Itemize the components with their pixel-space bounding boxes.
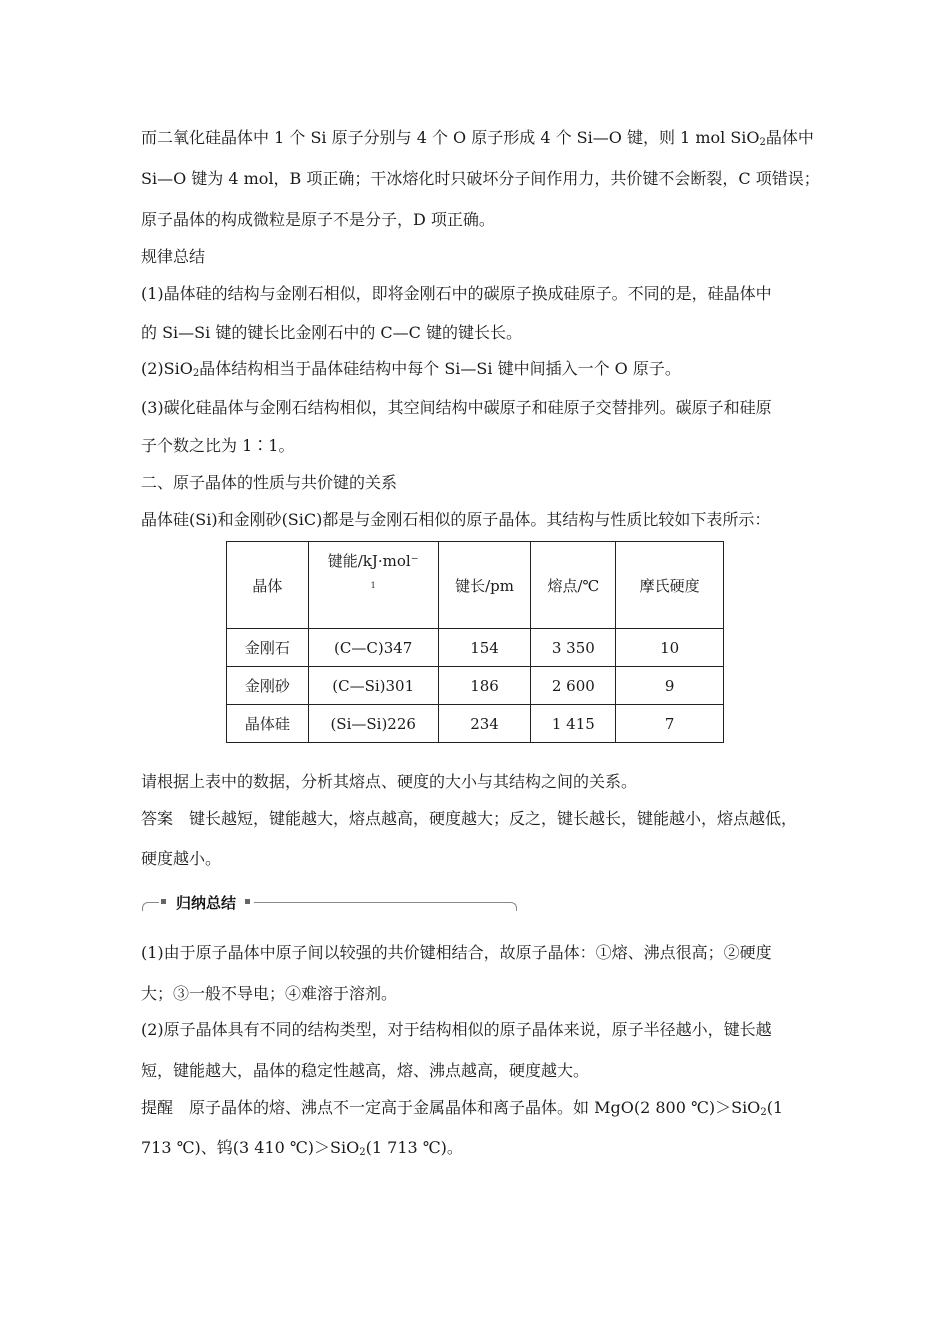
table-header-cell: 晶体 — [227, 542, 309, 629]
section-heading: 二、原子晶体的性质与共价键的关系 — [141, 473, 398, 492]
paragraph-line: 的 Si—Si 键的键长比金刚石中的 C—C 键的键长长。 — [141, 323, 522, 342]
table-cell: 10 — [616, 629, 724, 667]
summary-banner — [142, 893, 520, 913]
table-cell: 186 — [438, 667, 531, 705]
table-header-cell: 键长/pm — [438, 542, 531, 629]
table-header-cell: 摩氏硬度 — [616, 542, 724, 629]
banner-left-bracket — [142, 902, 159, 911]
paragraph-line: 子个数之比为 1∶1。 — [141, 436, 295, 455]
table-header-row — [227, 542, 724, 629]
table-cell: 1 415 — [531, 705, 616, 743]
paragraph-line: (1)晶体硅的结构与金刚石相似，即将金刚石中的碳原子换成硅原子。不同的是，硅晶体中 — [141, 284, 772, 303]
tip-line: 提醒 原子晶体的熔、沸点不一定高于金属晶体和离子晶体。如 MgO(2 800 ℃)＞SiO$_2$(1 — [141, 1098, 784, 1118]
paragraph-line: 请根据上表中的数据，分析其熔点、硬度的大小与其结构之间的关系。 — [141, 772, 638, 791]
banner-right-rule — [254, 902, 517, 911]
paragraph-line: 晶体硅(Si)和金刚砂(SiC)都是与金刚石相似的原子晶体。其结构与性质比较如下表所示： — [141, 510, 771, 529]
table-cell: 晶体硅 — [227, 705, 309, 743]
table-cell: 154 — [438, 629, 531, 667]
rule-summary-heading: 规律总结 — [141, 247, 206, 266]
paragraph-line: (3)碳化硅晶体与金刚石结构相似，其空间结构中碳原子和硅原子交替排列。碳原子和硅原 — [141, 398, 772, 417]
summary-title: 归纳总结 — [176, 894, 237, 912]
paragraph-line: 而二氧化硅晶体中 1 个 Si 原子分别与 4 个 O 原子形成 4 个 Si—O 键，则 1 mol SiO$_2$晶体中 — [141, 128, 814, 148]
table-cell: 金刚石 — [227, 629, 309, 667]
table-cell: 234 — [438, 705, 531, 743]
table-header-cell: 键能/kJ·mol⁻ 1 — [308, 542, 438, 629]
tip-line: 713 ℃)、钨(3 410 ℃)＞SiO$_2$(1 713 ℃)。 — [141, 1138, 463, 1158]
table-cell: 9 — [616, 667, 724, 705]
comparison-table — [226, 541, 724, 743]
table-cell: (Si—Si)226 — [308, 705, 438, 743]
table-cell: 2 600 — [531, 667, 616, 705]
paragraph-line: Si—O 键为 4 mol，B 项正确；干冰熔化时只破坏分子间作用力，共价键不会断裂，C 项错误； — [141, 169, 820, 188]
paragraph-line: 大；③一般不导电；④难溶于溶剂。 — [141, 984, 398, 1003]
paragraph-line: (1)由于原子晶体中原子间以较强的共价键相结合，故原子晶体：①熔、沸点很高；②硬度 — [141, 943, 772, 962]
square-bullet-icon — [245, 899, 250, 904]
table-cell: (C—C)347 — [308, 629, 438, 667]
table-header-cell: 熔点/℃ — [531, 542, 616, 629]
paragraph-line: (2)原子晶体具有不同的结构类型，对于结构相似的原子晶体来说，原子半径越小，键长越 — [141, 1020, 772, 1039]
answer-line: 答案 键长越短，键能越大，熔点越高，硬度越大；反之，键长越长，键能越小，熔点越低， — [141, 809, 798, 828]
paragraph-line: 短，键能越大，晶体的稳定性越高，熔、沸点越高，硬度越大。 — [141, 1061, 590, 1080]
table-cell: 3 350 — [531, 629, 616, 667]
square-bullet-icon — [161, 899, 166, 904]
table-row — [227, 667, 724, 705]
table-row — [227, 705, 724, 743]
paragraph-line: (2)SiO$_2$晶体结构相当于晶体硅结构中每个 Si—Si 键中间插入一个 O 原子。 — [141, 359, 681, 379]
table-cell: 7 — [616, 705, 724, 743]
table-cell: (C—Si)301 — [308, 667, 438, 705]
paragraph-line: 原子晶体的构成微粒是原子不是分子，D 项正确。 — [141, 210, 495, 229]
answer-line: 硬度越小。 — [141, 849, 222, 868]
table-row — [227, 629, 724, 667]
table-cell: 金刚砂 — [227, 667, 309, 705]
